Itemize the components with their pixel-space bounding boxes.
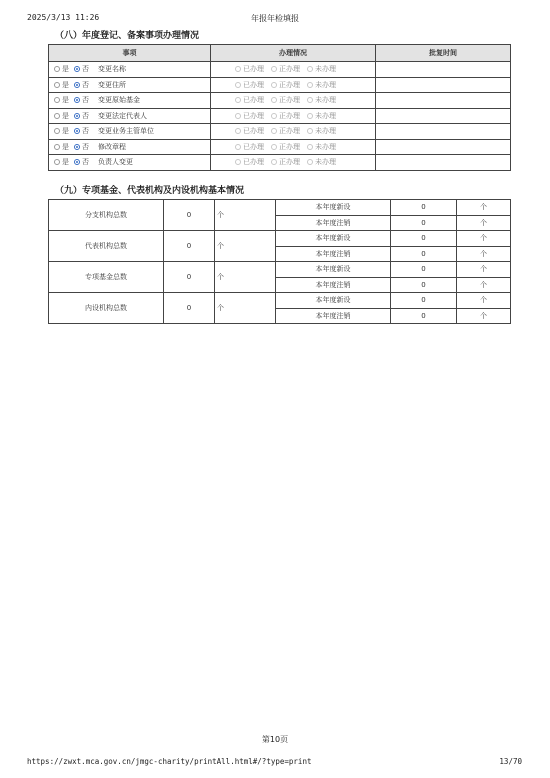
- status-cell: [211, 139, 376, 155]
- no-radio-icon[interactable]: [74, 159, 80, 165]
- cancel-count: 0: [391, 308, 457, 324]
- approval-time-cell: [376, 155, 511, 171]
- yes-label: 是: [62, 80, 69, 89]
- radio-icon[interactable]: [307, 144, 313, 150]
- status-option[interactable]: 正办理: [271, 95, 300, 105]
- status-cell: [211, 155, 376, 171]
- item-cell: [49, 77, 211, 93]
- footer-page-count: 13/70: [499, 757, 522, 766]
- status-cell: [211, 62, 376, 78]
- radio-icon[interactable]: [235, 128, 241, 134]
- status-cell: [211, 124, 376, 140]
- no-radio-icon[interactable]: [74, 113, 80, 119]
- table-row: [49, 200, 511, 216]
- registration-filing-table: [48, 44, 511, 171]
- no-radio-icon[interactable]: [74, 66, 80, 72]
- approval-time-cell: [376, 62, 511, 78]
- status-option[interactable]: 正办理: [271, 80, 300, 90]
- status-option[interactable]: 已办理: [235, 126, 264, 136]
- table-row: [49, 93, 511, 109]
- item-name: 变更法定代表人: [98, 111, 147, 120]
- total-count: 0: [164, 200, 215, 231]
- item-name: 变更住所: [98, 80, 126, 89]
- yes-label: 是: [62, 158, 69, 167]
- total-count: 0: [164, 293, 215, 324]
- new-label: 本年度新设: [276, 200, 391, 216]
- radio-icon[interactable]: [235, 144, 241, 150]
- radio-icon[interactable]: [307, 97, 313, 103]
- approval-time-cell: [376, 108, 511, 124]
- yes-radio-icon[interactable]: [54, 66, 60, 72]
- new-unit: 个: [457, 262, 511, 278]
- radio-icon[interactable]: [307, 66, 313, 72]
- status-option[interactable]: 已办理: [235, 80, 264, 90]
- yes-radio-icon[interactable]: [54, 113, 60, 119]
- approval-time-cell: [376, 77, 511, 93]
- table-row: [49, 293, 511, 309]
- institution-label: 内设机构总数: [49, 293, 164, 324]
- total-unit: 个: [215, 231, 276, 262]
- no-radio-icon[interactable]: [74, 82, 80, 88]
- new-count: 0: [391, 293, 457, 309]
- item-name: 变更原始基金: [98, 96, 140, 105]
- item-cell: [49, 62, 211, 78]
- total-count: 0: [164, 231, 215, 262]
- new-count: 0: [391, 262, 457, 278]
- status-option[interactable]: 未办理: [307, 126, 336, 136]
- status-option[interactable]: 已办理: [235, 95, 264, 105]
- item-cell: [49, 155, 211, 171]
- radio-icon[interactable]: [271, 97, 277, 103]
- cancel-unit: 个: [457, 215, 511, 231]
- table-row: [49, 62, 511, 78]
- item-cell: [49, 139, 211, 155]
- total-unit: 个: [215, 262, 276, 293]
- col-header-status: 办理情况: [211, 45, 376, 62]
- table-row: [49, 77, 511, 93]
- total-unit: 个: [215, 200, 276, 231]
- no-radio-icon[interactable]: [74, 144, 80, 150]
- yes-radio-icon[interactable]: [54, 128, 60, 134]
- item-cell: [49, 124, 211, 140]
- total-unit: 个: [215, 293, 276, 324]
- yes-radio-icon[interactable]: [54, 97, 60, 103]
- item-name: 负责人变更: [98, 158, 133, 167]
- item-cell: [49, 93, 211, 109]
- no-label: 否: [82, 65, 89, 74]
- yes-label: 是: [62, 65, 69, 74]
- approval-time-cell: [376, 93, 511, 109]
- status-option[interactable]: 已办理: [235, 111, 264, 121]
- radio-icon[interactable]: [271, 82, 277, 88]
- table-row: [49, 108, 511, 124]
- status-option[interactable]: 正办理: [271, 142, 300, 152]
- new-label: 本年度新设: [276, 262, 391, 278]
- status-option[interactable]: 正办理: [271, 64, 300, 74]
- col-header-approval-time: 批复时间: [376, 45, 511, 62]
- cancel-count: 0: [391, 277, 457, 293]
- cancel-count: 0: [391, 215, 457, 231]
- status-option[interactable]: 未办理: [307, 157, 336, 167]
- radio-icon[interactable]: [271, 113, 277, 119]
- status-option[interactable]: 已办理: [235, 157, 264, 167]
- yes-radio-icon[interactable]: [54, 159, 60, 165]
- section9-title: （九）专项基金、代表机构及内设机构基本情况: [55, 186, 245, 196]
- new-count: 0: [391, 200, 457, 216]
- no-label: 否: [82, 127, 89, 136]
- no-label: 否: [82, 111, 89, 120]
- item-cell: [49, 108, 211, 124]
- yes-label: 是: [62, 142, 69, 151]
- no-radio-icon[interactable]: [74, 128, 80, 134]
- item-name: 修改章程: [98, 142, 126, 151]
- new-label: 本年度新设: [276, 231, 391, 247]
- table-row: [49, 139, 511, 155]
- radio-icon[interactable]: [307, 82, 313, 88]
- yes-radio-icon[interactable]: [54, 144, 60, 150]
- cancel-unit: 个: [457, 277, 511, 293]
- no-label: 否: [82, 142, 89, 151]
- radio-icon[interactable]: [235, 159, 241, 165]
- new-label: 本年度新设: [276, 293, 391, 309]
- print-header-title: 年报年检填报: [251, 14, 299, 23]
- status-option[interactable]: 已办理: [235, 64, 264, 74]
- item-name: 变更业务主管单位: [98, 127, 154, 136]
- no-label: 否: [82, 158, 89, 167]
- new-unit: 个: [457, 200, 511, 216]
- status-option[interactable]: 未办理: [307, 111, 336, 121]
- total-count: 0: [164, 262, 215, 293]
- status-option[interactable]: 正办理: [271, 157, 300, 167]
- branch-institution-table: [48, 199, 511, 324]
- new-count: 0: [391, 231, 457, 247]
- approval-time-cell: [376, 139, 511, 155]
- status-option[interactable]: 未办理: [307, 64, 336, 74]
- item-name: 变更名称: [98, 65, 126, 74]
- status-option[interactable]: 未办理: [307, 95, 336, 105]
- table-row: [49, 155, 511, 171]
- section8-title: （八）年度登记、备案事项办理情况: [55, 31, 200, 41]
- radio-icon[interactable]: [307, 128, 313, 134]
- cancel-unit: 个: [457, 308, 511, 324]
- new-unit: 个: [457, 231, 511, 247]
- radio-icon[interactable]: [271, 144, 277, 150]
- radio-icon[interactable]: [235, 113, 241, 119]
- status-cell: [211, 108, 376, 124]
- radio-icon[interactable]: [307, 113, 313, 119]
- radio-icon[interactable]: [271, 159, 277, 165]
- status-cell: [211, 77, 376, 93]
- cancel-unit: 个: [457, 246, 511, 262]
- status-cell: [211, 93, 376, 109]
- new-unit: 个: [457, 293, 511, 309]
- radio-icon[interactable]: [271, 128, 277, 134]
- radio-icon[interactable]: [235, 82, 241, 88]
- status-option[interactable]: 未办理: [307, 142, 336, 152]
- status-option[interactable]: 正办理: [271, 111, 300, 121]
- print-datetime: 2025/3/13 11:26: [27, 13, 100, 22]
- institution-label: 专项基金总数: [49, 262, 164, 293]
- col-header-item: 事项: [49, 45, 211, 62]
- yes-radio-icon[interactable]: [54, 82, 60, 88]
- table-row: [49, 262, 511, 278]
- cancel-label: 本年度注销: [276, 246, 391, 262]
- cancel-label: 本年度注销: [276, 215, 391, 231]
- no-label: 否: [82, 96, 89, 105]
- cancel-count: 0: [391, 246, 457, 262]
- no-radio-icon[interactable]: [74, 97, 80, 103]
- cancel-label: 本年度注销: [276, 308, 391, 324]
- institution-label: 代表机构总数: [49, 231, 164, 262]
- cancel-label: 本年度注销: [276, 277, 391, 293]
- radio-icon[interactable]: [307, 159, 313, 165]
- radio-icon[interactable]: [235, 66, 241, 72]
- institution-label: 分支机构总数: [49, 200, 164, 231]
- page-number: 第10页: [261, 735, 289, 744]
- status-option[interactable]: 已办理: [235, 142, 264, 152]
- yes-label: 是: [62, 96, 69, 105]
- table-row: [49, 124, 511, 140]
- status-option[interactable]: 正办理: [271, 126, 300, 136]
- no-label: 否: [82, 80, 89, 89]
- yes-label: 是: [62, 111, 69, 120]
- table-row: [49, 231, 511, 247]
- radio-icon[interactable]: [235, 97, 241, 103]
- status-option[interactable]: 未办理: [307, 80, 336, 90]
- footer-url: https://zwxt.mca.gov.cn/jmgc-charity/printAll.html#/?type=print: [27, 757, 312, 766]
- radio-icon[interactable]: [271, 66, 277, 72]
- approval-time-cell: [376, 124, 511, 140]
- yes-label: 是: [62, 127, 69, 136]
